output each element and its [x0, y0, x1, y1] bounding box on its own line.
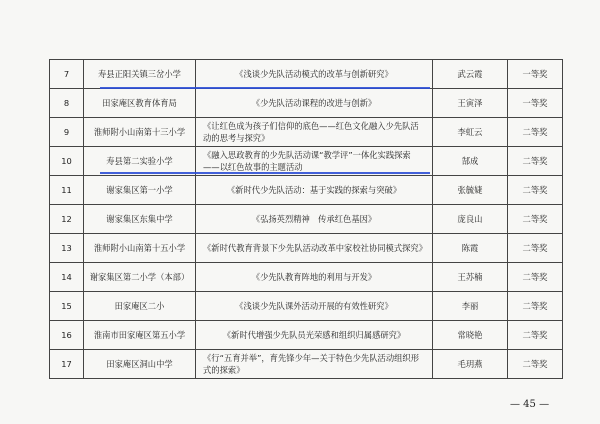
paper-title-text: 《少先队活动课程的改进与创新》	[251, 98, 377, 108]
author-cell: 陈霞	[433, 234, 508, 263]
unit-cell: 田家庵区洞山中学	[84, 350, 196, 379]
unit-cell: 田家庵区二小	[84, 292, 196, 321]
row-number-cell: 17	[50, 350, 84, 379]
table-row	[50, 176, 563, 205]
unit-cell: 谢家集区第一小学	[84, 176, 196, 205]
row-number-cell: 11	[50, 176, 84, 205]
author-cell: 王苏楠	[433, 263, 508, 292]
paper-title-cell	[196, 350, 433, 379]
author-cell: 张毓婕	[433, 176, 508, 205]
award-level-cell: 二等奖	[508, 176, 563, 205]
award-level-cell: 二等奖	[508, 234, 563, 263]
unit-cell: 淮师附小山南第十三小学	[84, 118, 196, 147]
table-row	[50, 234, 563, 263]
paper-title-text: 《新时代少先队活动：基于实践的探索与突破》	[226, 185, 402, 195]
paper-title-text: 《行“五育并举”，育先锋少年—关于特色少先队活动组织形式的探索》	[203, 353, 420, 375]
page-number: — 45 —	[510, 399, 550, 410]
paper-title-cell	[196, 234, 433, 263]
paper-title-cell	[196, 263, 433, 292]
paper-title-text: 《浅谈少先队活动模式的改革与创新研究》	[235, 69, 393, 79]
table-row	[50, 118, 563, 147]
paper-title-cell	[196, 89, 433, 118]
unit-cell: 谢家集区第二小学（本部）	[84, 263, 196, 292]
table-row	[50, 205, 563, 234]
paper-title-text: 《融入思政教育的少先队活动课“教学评”一体化实践探索——以红色故事的主题活动	[203, 150, 411, 172]
paper-title-text: 《新时代教育背景下少先队活动改革中家校社协同模式探究》	[203, 243, 428, 253]
awards-table-body	[50, 60, 563, 379]
award-level-cell: 二等奖	[508, 147, 563, 176]
row-number-cell: 10	[50, 147, 84, 176]
award-level-cell: 二等奖	[508, 350, 563, 379]
table-row	[50, 350, 563, 379]
row-number-cell: 8	[50, 89, 84, 118]
unit-cell: 淮南市田家庵区第五小学	[84, 321, 196, 350]
row-number-cell: 14	[50, 263, 84, 292]
row-number-cell: 12	[50, 205, 84, 234]
row-number-cell: 15	[50, 292, 84, 321]
author-cell: 常晓艳	[433, 321, 508, 350]
row-number-cell: 9	[50, 118, 84, 147]
award-level-cell: 二等奖	[508, 321, 563, 350]
author-cell: 李丽	[433, 292, 508, 321]
author-cell: 庞良山	[433, 205, 508, 234]
paper-title-cell	[196, 176, 433, 205]
paper-title-cell	[196, 205, 433, 234]
paper-title-text: 《弘扬英烈精神 传承红色基因》	[251, 214, 377, 224]
paper-title-text: 《让红色成为孩子们信仰的底色——红色文化融入少先队活动的思考与探究》	[203, 121, 419, 143]
award-level-cell: 二等奖	[508, 205, 563, 234]
author-cell: 毛玥燕	[433, 350, 508, 379]
paper-title-text: 《少先队教育阵地的利用与开发》	[251, 272, 377, 282]
table-row	[50, 89, 563, 118]
paper-title-cell	[196, 321, 433, 350]
highlight-underline-row-10	[100, 172, 430, 174]
row-number-cell: 13	[50, 234, 84, 263]
table-row	[50, 292, 563, 321]
award-level-cell: 二等奖	[508, 118, 563, 147]
author-cell: 郜成	[433, 147, 508, 176]
unit-cell: 谢家集区东集中学	[84, 205, 196, 234]
award-level-cell: 一等奖	[508, 60, 563, 89]
award-level-cell: 二等奖	[508, 263, 563, 292]
paper-title-cell	[196, 60, 433, 89]
paper-title-text: 《浅谈少先队课外活动开展的有效性研究》	[235, 301, 393, 311]
author-cell: 王寅泽	[433, 89, 508, 118]
paper-title-cell	[196, 118, 433, 147]
author-cell: 李虹云	[433, 118, 508, 147]
awards-table	[49, 59, 563, 379]
paper-title-cell	[196, 292, 433, 321]
unit-cell: 田家庵区教育体育局	[84, 89, 196, 118]
table-row	[50, 321, 563, 350]
row-number-cell: 7	[50, 60, 84, 89]
table-row	[50, 263, 563, 292]
unit-cell: 寿县正阳关镇三岔小学	[84, 60, 196, 89]
unit-cell: 淮师附小山南第十五小学	[84, 234, 196, 263]
table-row	[50, 60, 563, 89]
paper-title-text: 《新时代增强少先队员光荣感和组织归属感研究》	[222, 330, 406, 340]
author-cell: 武云霞	[433, 60, 508, 89]
unit-cell: 寿县第二实验小学	[84, 147, 196, 176]
highlight-underline-row-7	[100, 87, 430, 89]
award-level-cell: 二等奖	[508, 292, 563, 321]
row-number-cell: 16	[50, 321, 84, 350]
award-level-cell: 一等奖	[508, 89, 563, 118]
